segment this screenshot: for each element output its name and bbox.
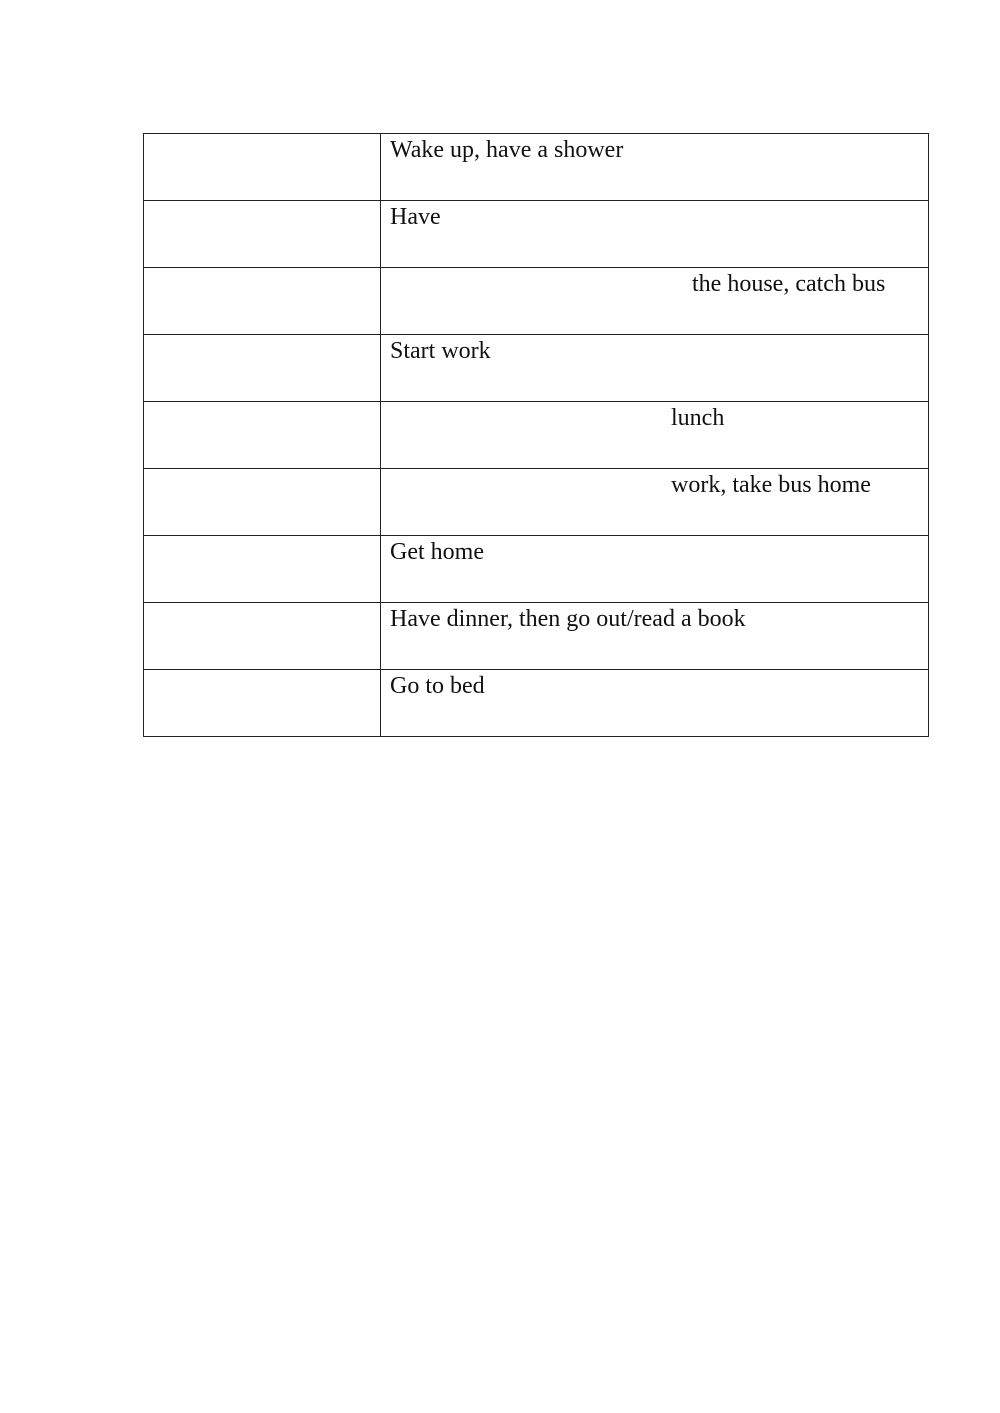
activity-text: Have dinner, then go out/read a book: [390, 606, 746, 632]
time-cell: [144, 603, 381, 670]
table-row: [144, 603, 929, 670]
time-cell: [144, 335, 381, 402]
activity-text: lunch: [671, 405, 725, 431]
activity-text: Have: [390, 204, 441, 230]
table-row: [144, 335, 929, 402]
activity-cell: [381, 670, 929, 737]
activity-cell: [381, 134, 929, 201]
time-cell: [144, 469, 381, 536]
time-cell: [144, 536, 381, 603]
table-row: [144, 201, 929, 268]
activity-cell: [381, 469, 929, 536]
table-row: [144, 268, 929, 335]
table-row: [144, 402, 929, 469]
table-row: [144, 536, 929, 603]
activity-text: Go to bed: [390, 673, 485, 699]
activity-cell: [381, 536, 929, 603]
time-cell: [144, 201, 381, 268]
activity-text: Get home: [390, 539, 484, 565]
time-cell: [144, 134, 381, 201]
activity-text: work, take bus home: [671, 472, 871, 498]
time-cell: [144, 670, 381, 737]
activity-text: Start work: [390, 338, 491, 364]
activity-text: the house, catch bus: [692, 271, 886, 297]
table-row: [144, 134, 929, 201]
activity-cell: [381, 402, 929, 469]
activity-cell: [381, 268, 929, 335]
activity-cell: [381, 335, 929, 402]
time-cell: [144, 268, 381, 335]
daily-routine-table: [143, 133, 929, 737]
activity-text: Wake up, have a shower: [390, 137, 624, 163]
table-row: [144, 469, 929, 536]
activity-cell: [381, 603, 929, 670]
time-cell: [144, 402, 381, 469]
activity-cell: [381, 201, 929, 268]
table-row: [144, 670, 929, 737]
